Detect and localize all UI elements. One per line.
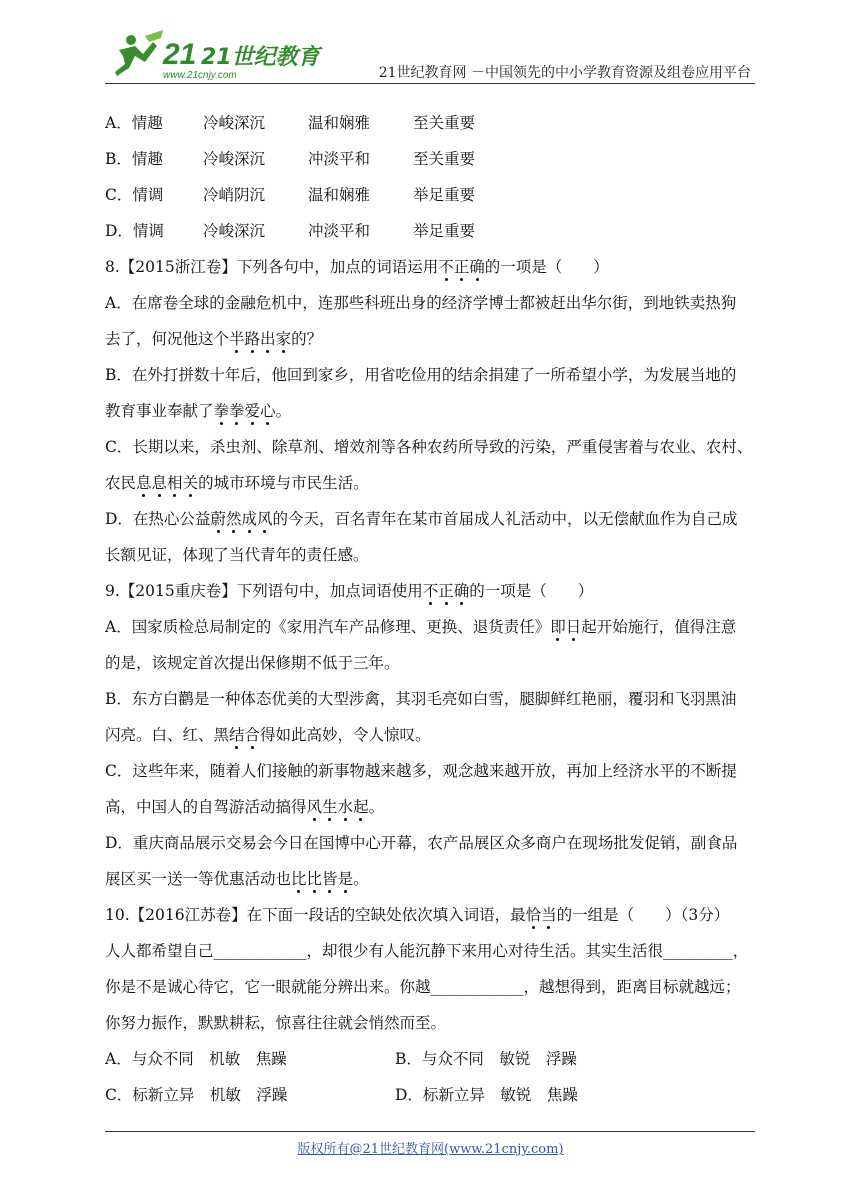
q8-option-d-cont: 长额见证，体现了当代青年的责任感。 (105, 546, 369, 564)
q10-passage-line-2: 你是不是诚心待它，它一眼就能分辨出来。你越____________，越想得到，距离目标就越远； (105, 978, 741, 996)
q9-option-c: C．这些年来，随着人们接触的新事物越来越多，观念越来越开放，再加上经济水平的不断提 (105, 762, 737, 780)
q8-option-d: D．在热心公益蔚然成风的今天，百名青年在某市首届成人礼活动中，以无偿献血作为自己成 (105, 510, 738, 528)
svg-text:www.21cnjy.com: www.21cnjy.com (163, 70, 237, 81)
q7-option-a: A．情趣 冷峻深沉 温和娴雅 至关重要 (105, 114, 476, 132)
page-header (105, 28, 755, 84)
q9-option-b-cont: 闪亮。白、红、黑结合得如此高妙，令人惊叹。 (105, 726, 431, 744)
running-figure-icon (115, 30, 163, 76)
q10-options-row-1 (105, 1044, 755, 1080)
q9-option-d-cont: 展区买一送一等优惠活动也比比皆是。 (105, 870, 369, 888)
q9-option-b: B．东方白鹳是一种体态优美的大型涉禽，其羽毛亮如白雪，腿脚鲜红艳丽，覆羽和飞羽黑油 (105, 690, 737, 708)
svg-text:21世纪教育: 21世纪教育 (201, 45, 320, 70)
footer-divider (105, 1131, 755, 1132)
q8-option-a: A．在席卷全球的金融危机中，连那些科班出身的经济学博士都被赶出华尔街，到地铁卖热狗 (105, 294, 737, 312)
header-divider (105, 83, 755, 84)
q9-option-d: D．重庆商品展示交易会今日在国博中心开幕，农产品展区众多商户在现场批发促销，副食品 (105, 834, 738, 852)
site-slogan: 21世纪教育网 －中国领先的中小学教育资源及组卷应用平台 (378, 65, 751, 81)
q8-stem: 8.【2015浙江卷】下列各句中，加点的词语运用不正确的一项是（ ） (105, 258, 609, 276)
q10-passage-line-3: 你努力振作，默默耕耘，惊喜往往就会悄然而至。 (105, 1014, 447, 1032)
q9-option-a-cont: 的是，该规定首次提出保修期不低于三年。 (105, 654, 400, 672)
q9-option-a: A．国家质检总局制定的《家用汽车产品修理、更换、退货责任》即日起开始施行，值得注意 (105, 618, 737, 636)
q10-option-b: B．与众不同 敏锐 浮躁 (395, 1050, 577, 1068)
q8-option-c: C．长期以来，杀虫剂、除草剂、增效剂等各种农药所导致的污染，严重侵害着与农业、农村、 (105, 438, 753, 456)
q10-option-c: C．标新立异 机敏 浮躁 (105, 1086, 288, 1104)
site-logo (105, 28, 320, 84)
q10-option-d: D．标新立异 敏锐 焦躁 (395, 1086, 578, 1104)
q8-option-b-cont: 教育事业奉献了拳拳爱心。 (105, 402, 292, 420)
q8-option-a-cont: 去了，何况他这个半路出家的？ (105, 330, 323, 348)
q9-option-c-cont: 高，中国人的自驾游活动搞得风生水起。 (105, 798, 385, 816)
q8-option-c-cont: 农民息息相关的城市环境与市民生活。 (105, 474, 369, 492)
q9-stem: 9.【2015重庆卷】下列语句中，加点词语使用不正确的一项是（ ） (105, 582, 594, 600)
q8-option-b: B．在外打拼数十年后，他回到家乡，用省吃俭用的结余捐建了一所希望小学，为发展当地的 (105, 366, 737, 384)
q10-option-a: A．与众不同 机敏 焦躁 (105, 1050, 287, 1068)
q10-passage-line-1: 人人都希望自己____________，却很少有人能沉静下来用心对待生活。其实生活很_________， (105, 942, 749, 960)
svg-text:21: 21 (163, 38, 197, 71)
q10-options-row-2 (105, 1080, 755, 1116)
q7-option-c: C．情调 冷峭阴沉 温和娴雅 举足重要 (105, 186, 476, 204)
question-content (105, 108, 755, 1116)
copyright-link[interactable]: 版权所有@21世纪教育网(www.21cnjy.com) (297, 1142, 564, 1157)
q7-option-d: D．情调 冷峻深沉 冲淡平和 举足重要 (105, 222, 476, 240)
q10-stem: 10.【2016江苏卷】在下面一段话的空缺处依次填入词语，最恰当的一组是（ ）（3分） (105, 906, 730, 924)
q7-option-b: B．情趣 冷峻深沉 冲淡平和 至关重要 (105, 150, 476, 168)
